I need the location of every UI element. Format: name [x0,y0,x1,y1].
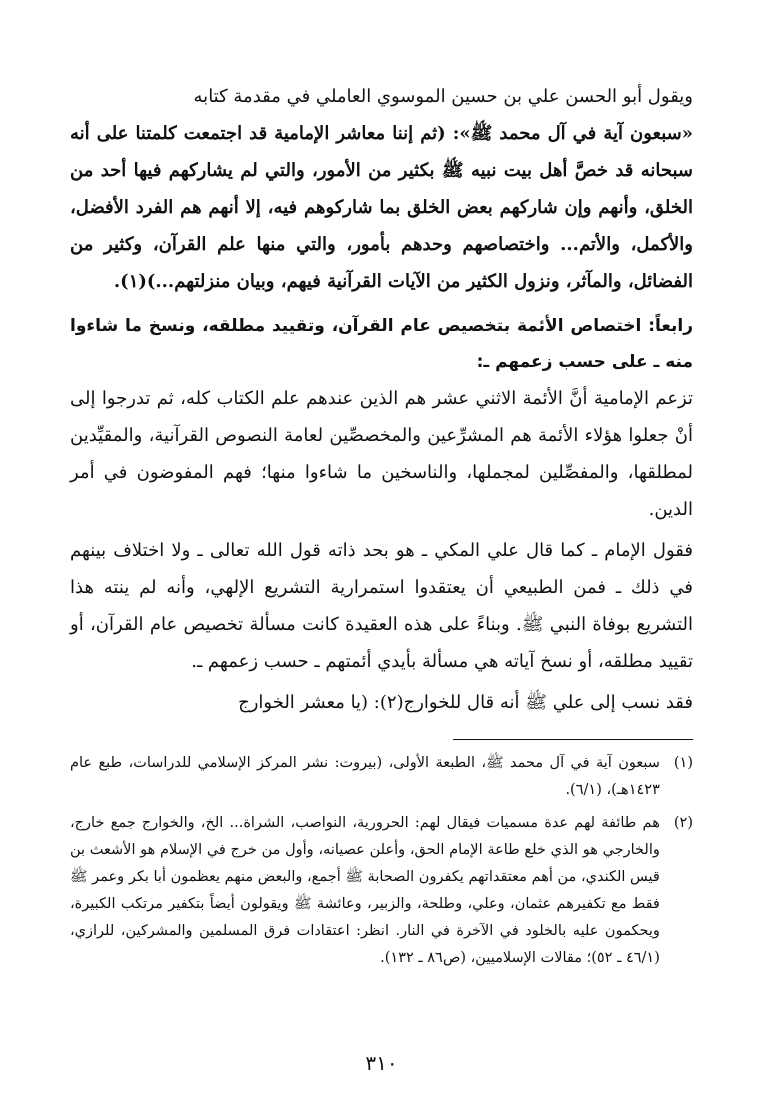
body-paragraph-3: فقد نسب إلى علي ﷺ أنه قال للخوارج(٢): (يا معشر الخوارج [238,692,693,713]
body-paragraph-2: فقول الإمام ـ كما قال علي المكي ـ هو بحد ذاته قول الله تعالى ـ ولا اختلاف بينهم في ذلك ـ فمن الطبيعي أن يعتقدوا استمرارية التشريع الإلهي، وأنه لم ينته هذا التشريع بوفاة النبي ﷺ. وبناءً على هذه العقيدة كانت مسألة تخصيص عام القرآن، أو تقييد مطلقه، أو نسخ آياته هي مسألة بأيدي أئمتهم ـ حسب زعمهم ـ. [70,540,693,672]
quote-paragraph: «سبعون آية في آل محمد ﷺ»: (ثم إننا معاشر الإمامية قد اجتمعت كلمتنا على أنه سبحانه قد خصَّ أهل بيت نبيه ﷺ بكثير من الأمور، والتي لم يشاركهم فيها أحد من الخلق، وأنهم وإن شاركهم بعض الخلق بما شاركوهم فيه، إلا أنهم هم الفرد الأفضل، والأكمل، والأتم... واختصاصهم وحدهم بأمور، والتي منها علم القرآن، وكثير من الفضائل، والمآثر، ونزول الكثير من الآيات القرآنية فيهم، وبيان منزلتهم...)(١). [70,123,693,292]
intro-paragraph: ويقول أبو الحسن علي بن حسين الموسوي العاملي في مقدمة كتابه [193,86,693,107]
page-number: ٣١٠ [365,1051,398,1075]
footnote-number: (٢) [673,815,693,831]
body-paragraph-1: تزعم الإمامية أنَّ الأئمة الاثني عشر هم الذين عندهم علم الكتاب كله، ثم تدرجوا إلى أنْ جعلوا هؤلاء الأئمة هم المشرِّعين والمخصصِّين لعامة النصوص القرآنية، والمقيِّدين لمطلقها، والمفصِّلين لمجملها، والناسخين ما شاءوا منها؛ فهم المفوضون في أمر الدين. [70,388,693,520]
footnote-text: هم طائفة لهم عدة مسميات فيقال لهم: الحرورية، النواصب، الشراة... الخ، والخوارج جمع خارج، والخارجي هو الذي خلع طاعة الإمام الحق، وأعلن عصيانه، وأول من خرج في الإسلام هو الأشعث بن قيس الكندي، من أهم معتقداتهم يكفرون الصحابة ﷺ أجمع، والبعض منهم يعظمون أبا بكر وعمر ﷺ فقط مع تكفيرهم عثمان، وعلي، وطلحة، والزبير، وعائشة ﷺ ويقولون أيضاً بتكفير مرتكب الكبيرة، ويحكمون عليه بالخلود في الآخرة في النار. انظر: اعتقادات فرق المسلمين والمشركين، للرازي، (٤٦/١ ـ ٥٢)؛ مقالات الإسلاميين، (ص٨٦ ـ ١٣٢). [70,815,660,966]
footnote-divider [453,739,693,740]
footnotes [70,750,693,972]
footnote-2 [70,810,693,972]
footnote-text: سبعون آية في آل محمد ﷺ، الطبعة الأولى، (بيروت: نشر المركز الإسلامي للدراسات، طبع عام ١٤٢٣هـ)، (٦/١). [70,755,660,798]
footnote-1 [70,750,693,804]
footnote-number: (١) [673,755,693,771]
section-heading: رابعاً: اختصاص الأئمة بتخصيص عام القرآن، وتقييد مطلقه، ونسخ ما شاءوا منه ـ على حسب زعمهم ـ: [70,316,693,372]
